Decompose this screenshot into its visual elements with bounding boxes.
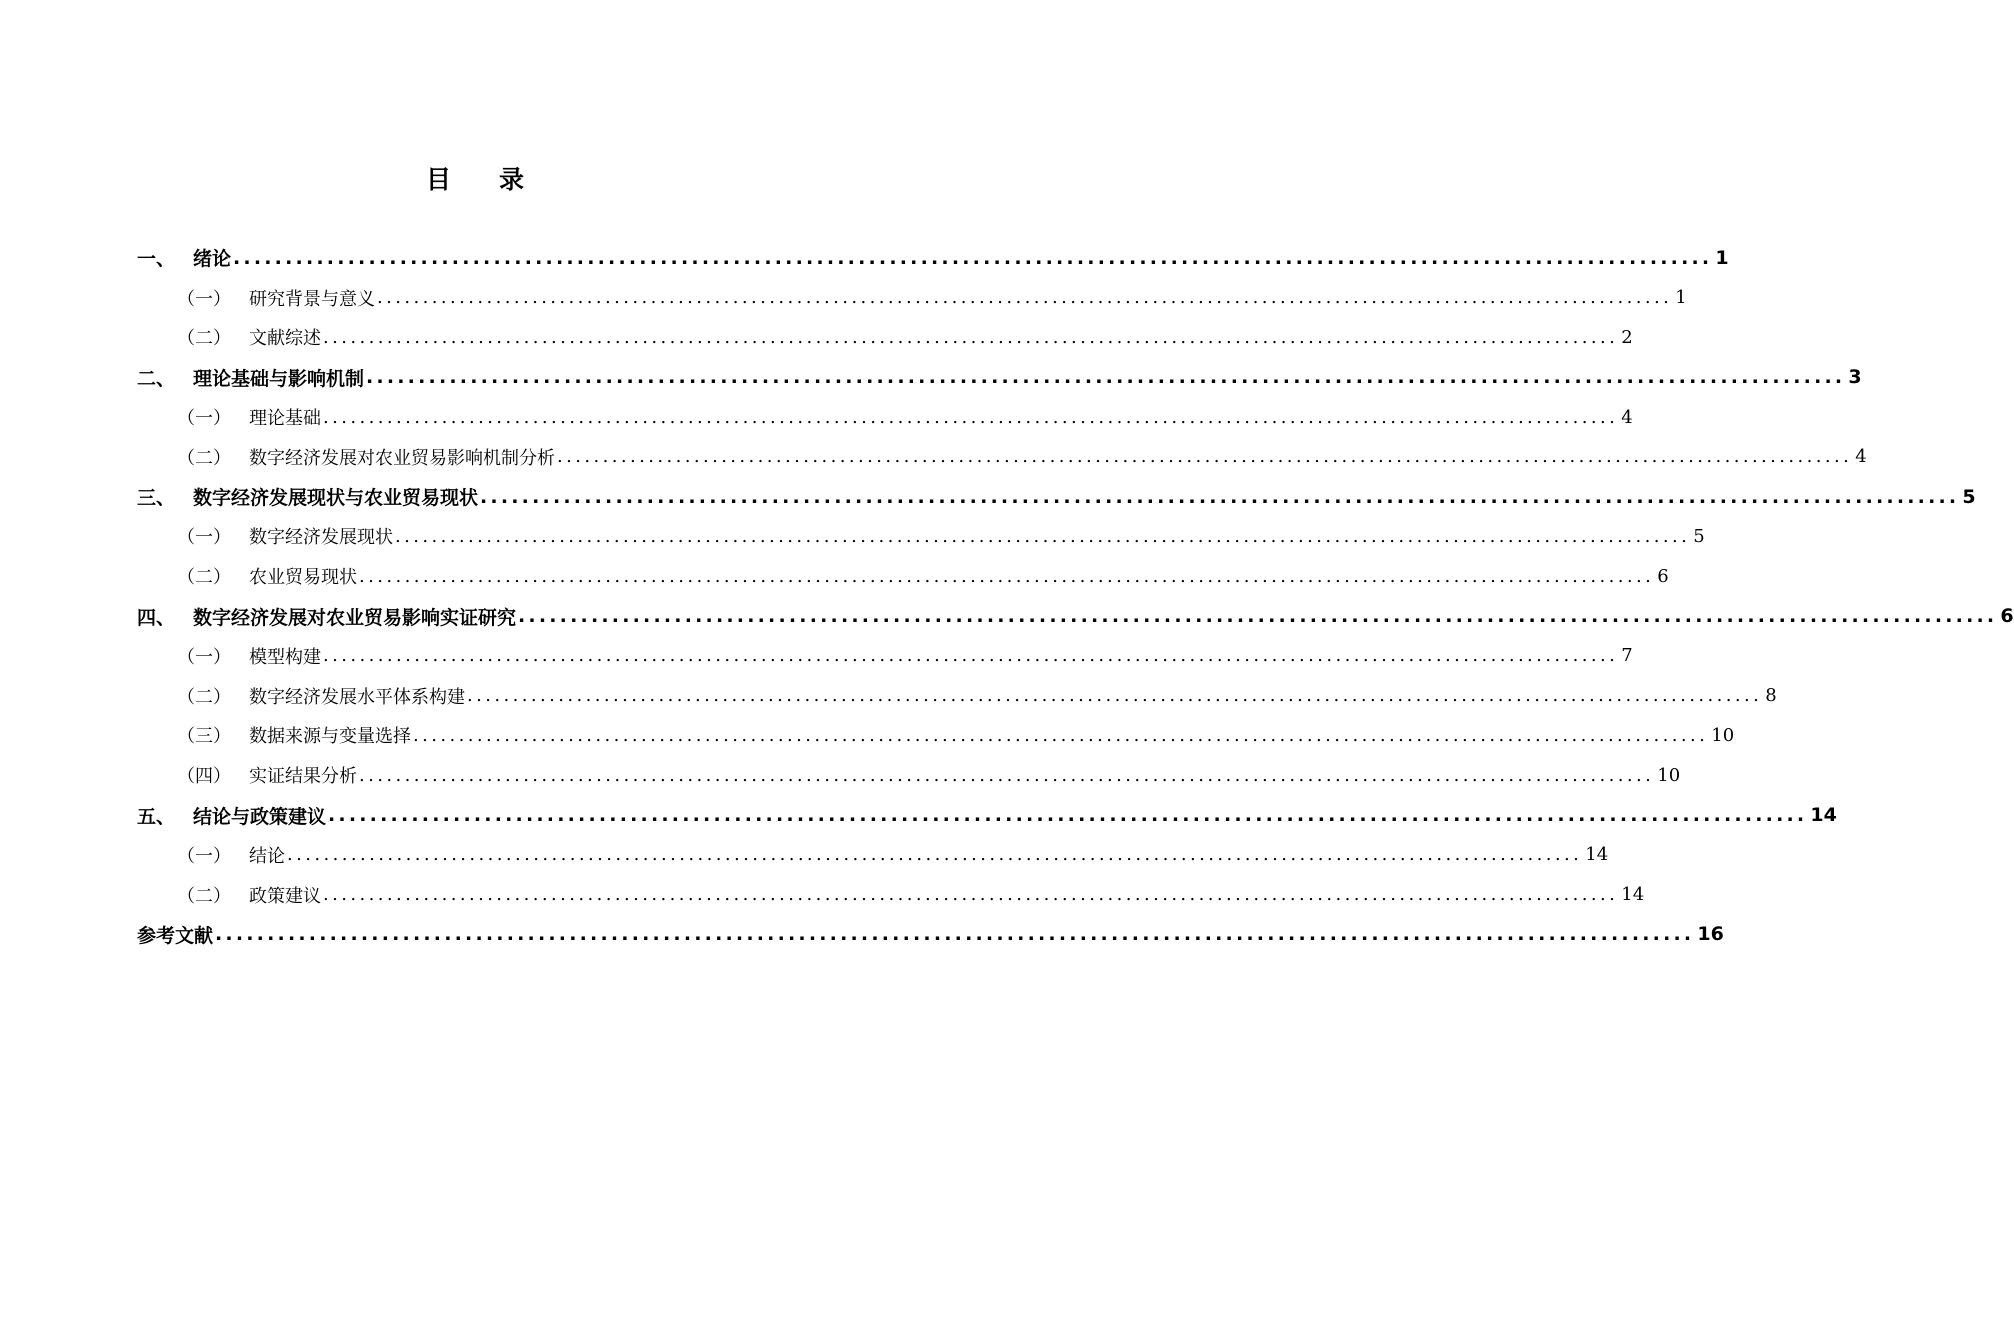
toc-dot-leader: .............................................................................................................................................. xyxy=(359,565,1655,587)
toc-page-number: 16 xyxy=(1697,923,1724,946)
toc-entry-label: 农业贸易现状 xyxy=(249,567,357,589)
toc-chapter-entry[interactable] xyxy=(137,357,1862,397)
toc-entry-number: （二） xyxy=(177,885,231,907)
toc-entry-number: 一、 xyxy=(137,248,176,271)
toc-section-entry[interactable] xyxy=(137,716,1735,756)
toc-page-number: 14 xyxy=(1621,884,1645,906)
toc-chapter-entry[interactable] xyxy=(137,238,1729,278)
toc-entry-number: （三） xyxy=(177,726,231,748)
toc-entry-number: （二） xyxy=(177,447,231,469)
toc-entry-number: 五、 xyxy=(137,805,176,828)
toc-entry-number: （一） xyxy=(177,845,231,867)
toc-dot-leader: .............................................................................................................................................. xyxy=(287,844,1583,866)
toc-section-entry[interactable] xyxy=(137,397,1633,437)
toc-dot-leader: .............................................................................................................................................. xyxy=(366,366,1846,389)
toc-dot-leader: .............................................................................................................................................. xyxy=(323,406,1619,428)
page-title-char-1: 目 xyxy=(425,165,451,194)
toc-chapter-entry[interactable] xyxy=(137,795,1837,835)
toc-page-number: 5 xyxy=(1693,525,1705,547)
toc-section-entry[interactable] xyxy=(137,676,1777,716)
toc-page-number: 2 xyxy=(1621,326,1633,348)
toc-dot-leader: .............................................................................................................................................. xyxy=(413,724,1709,746)
toc-entry-label: 数字经济发展水平体系构建 xyxy=(249,686,465,708)
toc-dot-leader: .............................................................................................................................................. xyxy=(323,326,1619,348)
toc-dot-leader: .............................................................................................................................................. xyxy=(467,685,1763,707)
toc-dot-leader: .............................................................................................................................................. xyxy=(480,485,1960,508)
toc-page-number: 6 xyxy=(1657,565,1669,587)
toc-page-number: 10 xyxy=(1711,724,1735,746)
toc-entry-number: 四、 xyxy=(137,606,176,629)
toc-entry-number: （一） xyxy=(177,408,231,430)
toc-section-entry[interactable] xyxy=(137,835,1609,875)
toc-entry-label: 参考文献 xyxy=(137,924,214,947)
toc-section-entry[interactable] xyxy=(137,875,1645,915)
toc-entry-number: （二） xyxy=(177,686,231,708)
toc-entry-label: 数据来源与变量选择 xyxy=(249,726,411,748)
toc-page-number: 1 xyxy=(1715,246,1729,269)
table-of-contents xyxy=(137,238,2014,954)
toc-entry-label: 结论与政策建议 xyxy=(193,805,327,828)
toc-page-number: 8 xyxy=(1765,685,1777,707)
toc-entry-number: （四） xyxy=(177,766,231,788)
toc-page-number: 10 xyxy=(1657,764,1681,786)
page-title xyxy=(0,160,950,196)
toc-entry-label: 数字经济发展对农业贸易影响机制分析 xyxy=(249,447,555,469)
toc-entry-label: 理论基础 xyxy=(249,408,321,430)
toc-entry-label: 理论基础与影响机制 xyxy=(193,367,365,390)
toc-page-number: 4 xyxy=(1855,446,1867,468)
toc-section-entry[interactable] xyxy=(137,636,1633,676)
toc-page-number: 14 xyxy=(1810,804,1837,827)
toc-entry-number: （一） xyxy=(177,527,231,549)
toc-section-entry[interactable] xyxy=(137,278,1687,318)
toc-chapter-entry[interactable] xyxy=(137,915,1724,955)
toc-entry-label: 政策建议 xyxy=(249,885,321,907)
toc-entry-number: （一） xyxy=(177,288,231,310)
toc-dot-leader: .............................................................................................................................................. xyxy=(518,605,1998,628)
page-title-char-2: 录 xyxy=(499,165,525,194)
toc-section-entry[interactable] xyxy=(137,517,1705,557)
toc-section-entry[interactable] xyxy=(137,556,1669,596)
toc-dot-leader: .............................................................................................................................................. xyxy=(395,525,1691,547)
toc-page-number: 14 xyxy=(1585,844,1609,866)
toc-dot-leader: .............................................................................................................................................. xyxy=(328,804,1808,827)
toc-entry-label: 数字经济发展现状 xyxy=(249,527,393,549)
toc-entry-label: 数字经济发展对农业贸易影响实证研究 xyxy=(193,606,517,629)
toc-page-number: 7 xyxy=(1621,645,1633,667)
toc-dot-leader: .............................................................................................................................................. xyxy=(557,446,1853,468)
toc-entry-label: 研究背景与意义 xyxy=(249,288,375,310)
toc-entry-label: 文献综述 xyxy=(249,328,321,350)
toc-entry-label: 结论 xyxy=(249,845,285,867)
toc-dot-leader: .............................................................................................................................................. xyxy=(323,884,1619,906)
toc-page-number: 4 xyxy=(1621,406,1633,428)
toc-page-number: 1 xyxy=(1675,287,1687,309)
toc-page-number: 3 xyxy=(1848,366,1862,389)
toc-entry-label: 绪论 xyxy=(193,248,232,271)
toc-dot-leader: .............................................................................................................................................. xyxy=(233,246,1713,269)
toc-entry-number: 三、 xyxy=(137,487,176,510)
toc-chapter-entry[interactable] xyxy=(137,596,2014,636)
toc-entry-number: （二） xyxy=(177,328,231,350)
toc-section-entry[interactable] xyxy=(137,755,1681,795)
toc-chapter-entry[interactable] xyxy=(137,477,1976,517)
toc-entry-label: 模型构建 xyxy=(249,646,321,668)
toc-entry-number: 二、 xyxy=(137,367,176,390)
toc-entry-label: 实证结果分析 xyxy=(249,766,357,788)
toc-entry-number: （一） xyxy=(177,646,231,668)
toc-section-entry[interactable] xyxy=(137,437,1867,477)
toc-dot-leader: .............................................................................................................................................. xyxy=(323,645,1619,667)
toc-page-number: 5 xyxy=(1962,485,1976,508)
toc-dot-leader: .............................................................................................................................................. xyxy=(215,923,1695,946)
toc-entry-label: 数字经济发展现状与农业贸易现状 xyxy=(193,487,479,510)
toc-dot-leader: .............................................................................................................................................. xyxy=(359,764,1655,786)
toc-dot-leader: .............................................................................................................................................. xyxy=(377,287,1673,309)
toc-page-number: 6 xyxy=(2000,605,2014,628)
toc-section-entry[interactable] xyxy=(137,318,1633,358)
toc-entry-number: （二） xyxy=(177,567,231,589)
